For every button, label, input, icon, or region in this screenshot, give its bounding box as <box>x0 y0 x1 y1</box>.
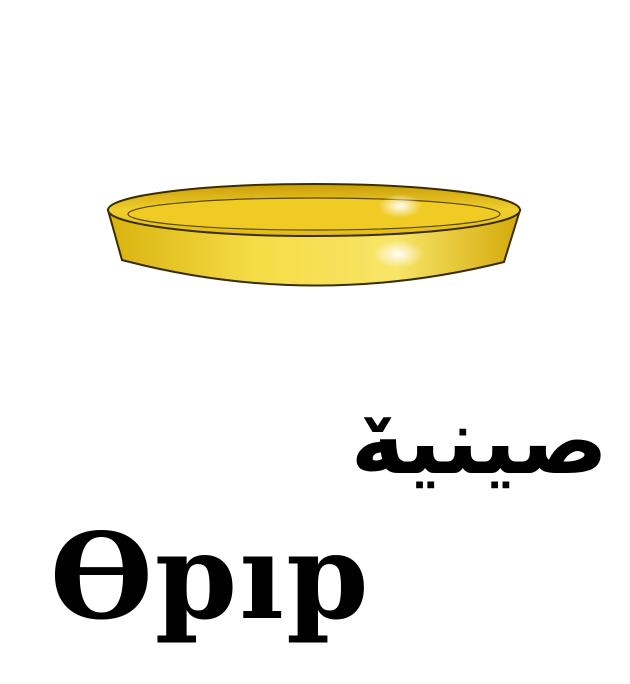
tray-glare-top <box>378 194 422 218</box>
serving-tray-icon <box>100 178 530 298</box>
arabic-word: صينيهٚ <box>350 388 608 495</box>
serving-tray-illustration <box>100 178 530 298</box>
transliteration-word: Ѳpıp <box>50 507 371 646</box>
tray-glare-side <box>372 240 424 268</box>
tray-inner-floor <box>128 198 500 230</box>
